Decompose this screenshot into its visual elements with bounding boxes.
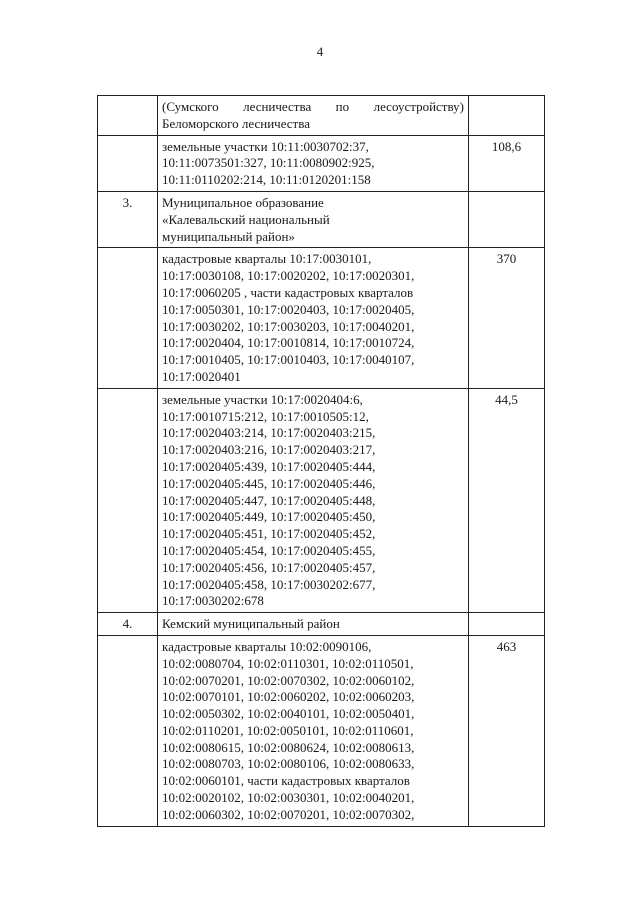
description-line: кадастровые кварталы 10:02:0090106, bbox=[162, 638, 372, 654]
area-cell: 370 bbox=[469, 248, 545, 388]
description-line: 10:02:0070201, 10:02:0070302, 10:02:0060102, bbox=[162, 672, 415, 688]
description-line: 10:17:0020404, 10:17:0010814, 10:17:0010724, bbox=[162, 335, 415, 351]
description-line: 10:02:0060101, части кадастровых кварталов bbox=[162, 773, 410, 789]
description-line: 10:17:0030108, 10:17:0020202, 10:17:0020301, bbox=[162, 268, 415, 284]
description-line: 10:17:0020405:447, 10:17:0020405:448, bbox=[162, 492, 376, 508]
description-line: 10:17:0050301, 10:17:0020403, 10:17:0020405, bbox=[162, 301, 415, 317]
description-line: 10:02:0080703, 10:02:0080106, 10:02:0080633, bbox=[162, 756, 415, 772]
description-line: 10:02:0070101, 10:02:0060202, 10:02:0060203, bbox=[162, 689, 415, 705]
table-row bbox=[98, 613, 545, 636]
description-line: 10:02:0060302, 10:02:0070201, 10:02:0070302, bbox=[162, 806, 415, 822]
table-row bbox=[98, 635, 545, 826]
description-line: муниципальный район» bbox=[162, 228, 295, 244]
row-number-cell: 4. bbox=[98, 613, 158, 636]
row-number-cell bbox=[98, 135, 158, 191]
description-line: 10:17:0020403:216, 10:17:0020403:217, bbox=[162, 442, 376, 458]
table-row bbox=[98, 248, 545, 388]
description-line: (Сумского лесничества по лесоустройству) bbox=[162, 99, 464, 114]
table-body bbox=[98, 96, 545, 827]
description-line: земельные участки 10:17:0020404:6, bbox=[162, 391, 363, 407]
description-line: 10:17:0010715:212, 10:17:0010505:12, bbox=[162, 408, 369, 424]
area-cell: 463 bbox=[469, 635, 545, 826]
row-number-cell bbox=[98, 248, 158, 388]
description-line: 10:17:0020405:454, 10:17:0020405:455, bbox=[162, 542, 376, 558]
description-line: 10:02:0080704, 10:02:0110301, 10:02:0110501, bbox=[162, 655, 414, 671]
description-line: 10:11:0073501:327, 10:11:0080902:925, bbox=[162, 155, 375, 171]
table-row bbox=[98, 96, 545, 136]
description-line: 10:02:0050302, 10:02:0040101, 10:02:0050401, bbox=[162, 706, 415, 722]
description-cell bbox=[158, 191, 469, 247]
row-number-cell bbox=[98, 96, 158, 136]
description-line: 10:02:0020102, 10:02:0030301, 10:02:0040201, bbox=[162, 790, 415, 806]
row-number-cell: 3. bbox=[98, 191, 158, 247]
description-line: 10:17:0010405, 10:17:0010403, 10:17:0040107, bbox=[162, 352, 415, 368]
description-line: Муниципальное образование bbox=[162, 194, 324, 210]
table-row bbox=[98, 191, 545, 247]
area-cell: 108,6 bbox=[469, 135, 545, 191]
row-number-cell bbox=[98, 635, 158, 826]
description-line: 10:17:0030202, 10:17:0030203, 10:17:0040201, bbox=[162, 318, 415, 334]
description-line: 10:17:0020405:449, 10:17:0020405:450, bbox=[162, 509, 376, 525]
page-number: 4 bbox=[316, 44, 324, 59]
description-line: 10:17:0020403:214, 10:17:0020403:215, bbox=[162, 425, 376, 441]
row-number-cell bbox=[98, 388, 158, 612]
description-line: «Калевальский национальный bbox=[162, 211, 330, 227]
description-line: 10:17:0020405:458, 10:17:0030202:677, bbox=[162, 576, 376, 592]
description-line: 10:17:0060205 , части кадастровых кварталов bbox=[162, 284, 414, 300]
description-line: 10:17:0020405:445, 10:17:0020405:446, bbox=[162, 475, 376, 491]
area-cell: 44,5 bbox=[469, 388, 545, 612]
table-row bbox=[98, 388, 545, 612]
area-cell bbox=[469, 96, 545, 136]
area-cell bbox=[469, 191, 545, 247]
description-line: Кемский муниципальный район bbox=[162, 616, 340, 632]
description-line: 10:17:0030202:678 bbox=[162, 593, 264, 609]
description-line: Беломорского лесничества bbox=[162, 115, 310, 131]
description-line: 10:17:0020405:456, 10:17:0020405:457, bbox=[162, 559, 376, 575]
description-cell bbox=[158, 388, 469, 612]
description-line: 10:02:0110201, 10:02:0050101, 10:02:0110601, bbox=[162, 722, 414, 738]
description-line: земельные участки 10:11:0030702:37, bbox=[162, 138, 369, 154]
description-cell bbox=[158, 135, 469, 191]
description-line: 10:17:0020405:439, 10:17:0020405:444, bbox=[162, 458, 376, 474]
description-line: 10:02:0080615, 10:02:0080624, 10:02:0080613, bbox=[162, 739, 415, 755]
description-line: 10:17:0020401 bbox=[162, 368, 241, 384]
description-cell bbox=[158, 613, 469, 636]
table-row bbox=[98, 135, 545, 191]
description-line: 10:11:0110202:214, 10:11:0120201:158 bbox=[162, 172, 371, 188]
land-parcels-table bbox=[97, 95, 545, 827]
description-line: 10:17:0020405:451, 10:17:0020405:452, bbox=[162, 526, 376, 542]
area-cell bbox=[469, 613, 545, 636]
description-cell bbox=[158, 248, 469, 388]
description-cell bbox=[158, 635, 469, 826]
description-line: кадастровые кварталы 10:17:0030101, bbox=[162, 251, 372, 267]
description-cell bbox=[158, 96, 469, 136]
